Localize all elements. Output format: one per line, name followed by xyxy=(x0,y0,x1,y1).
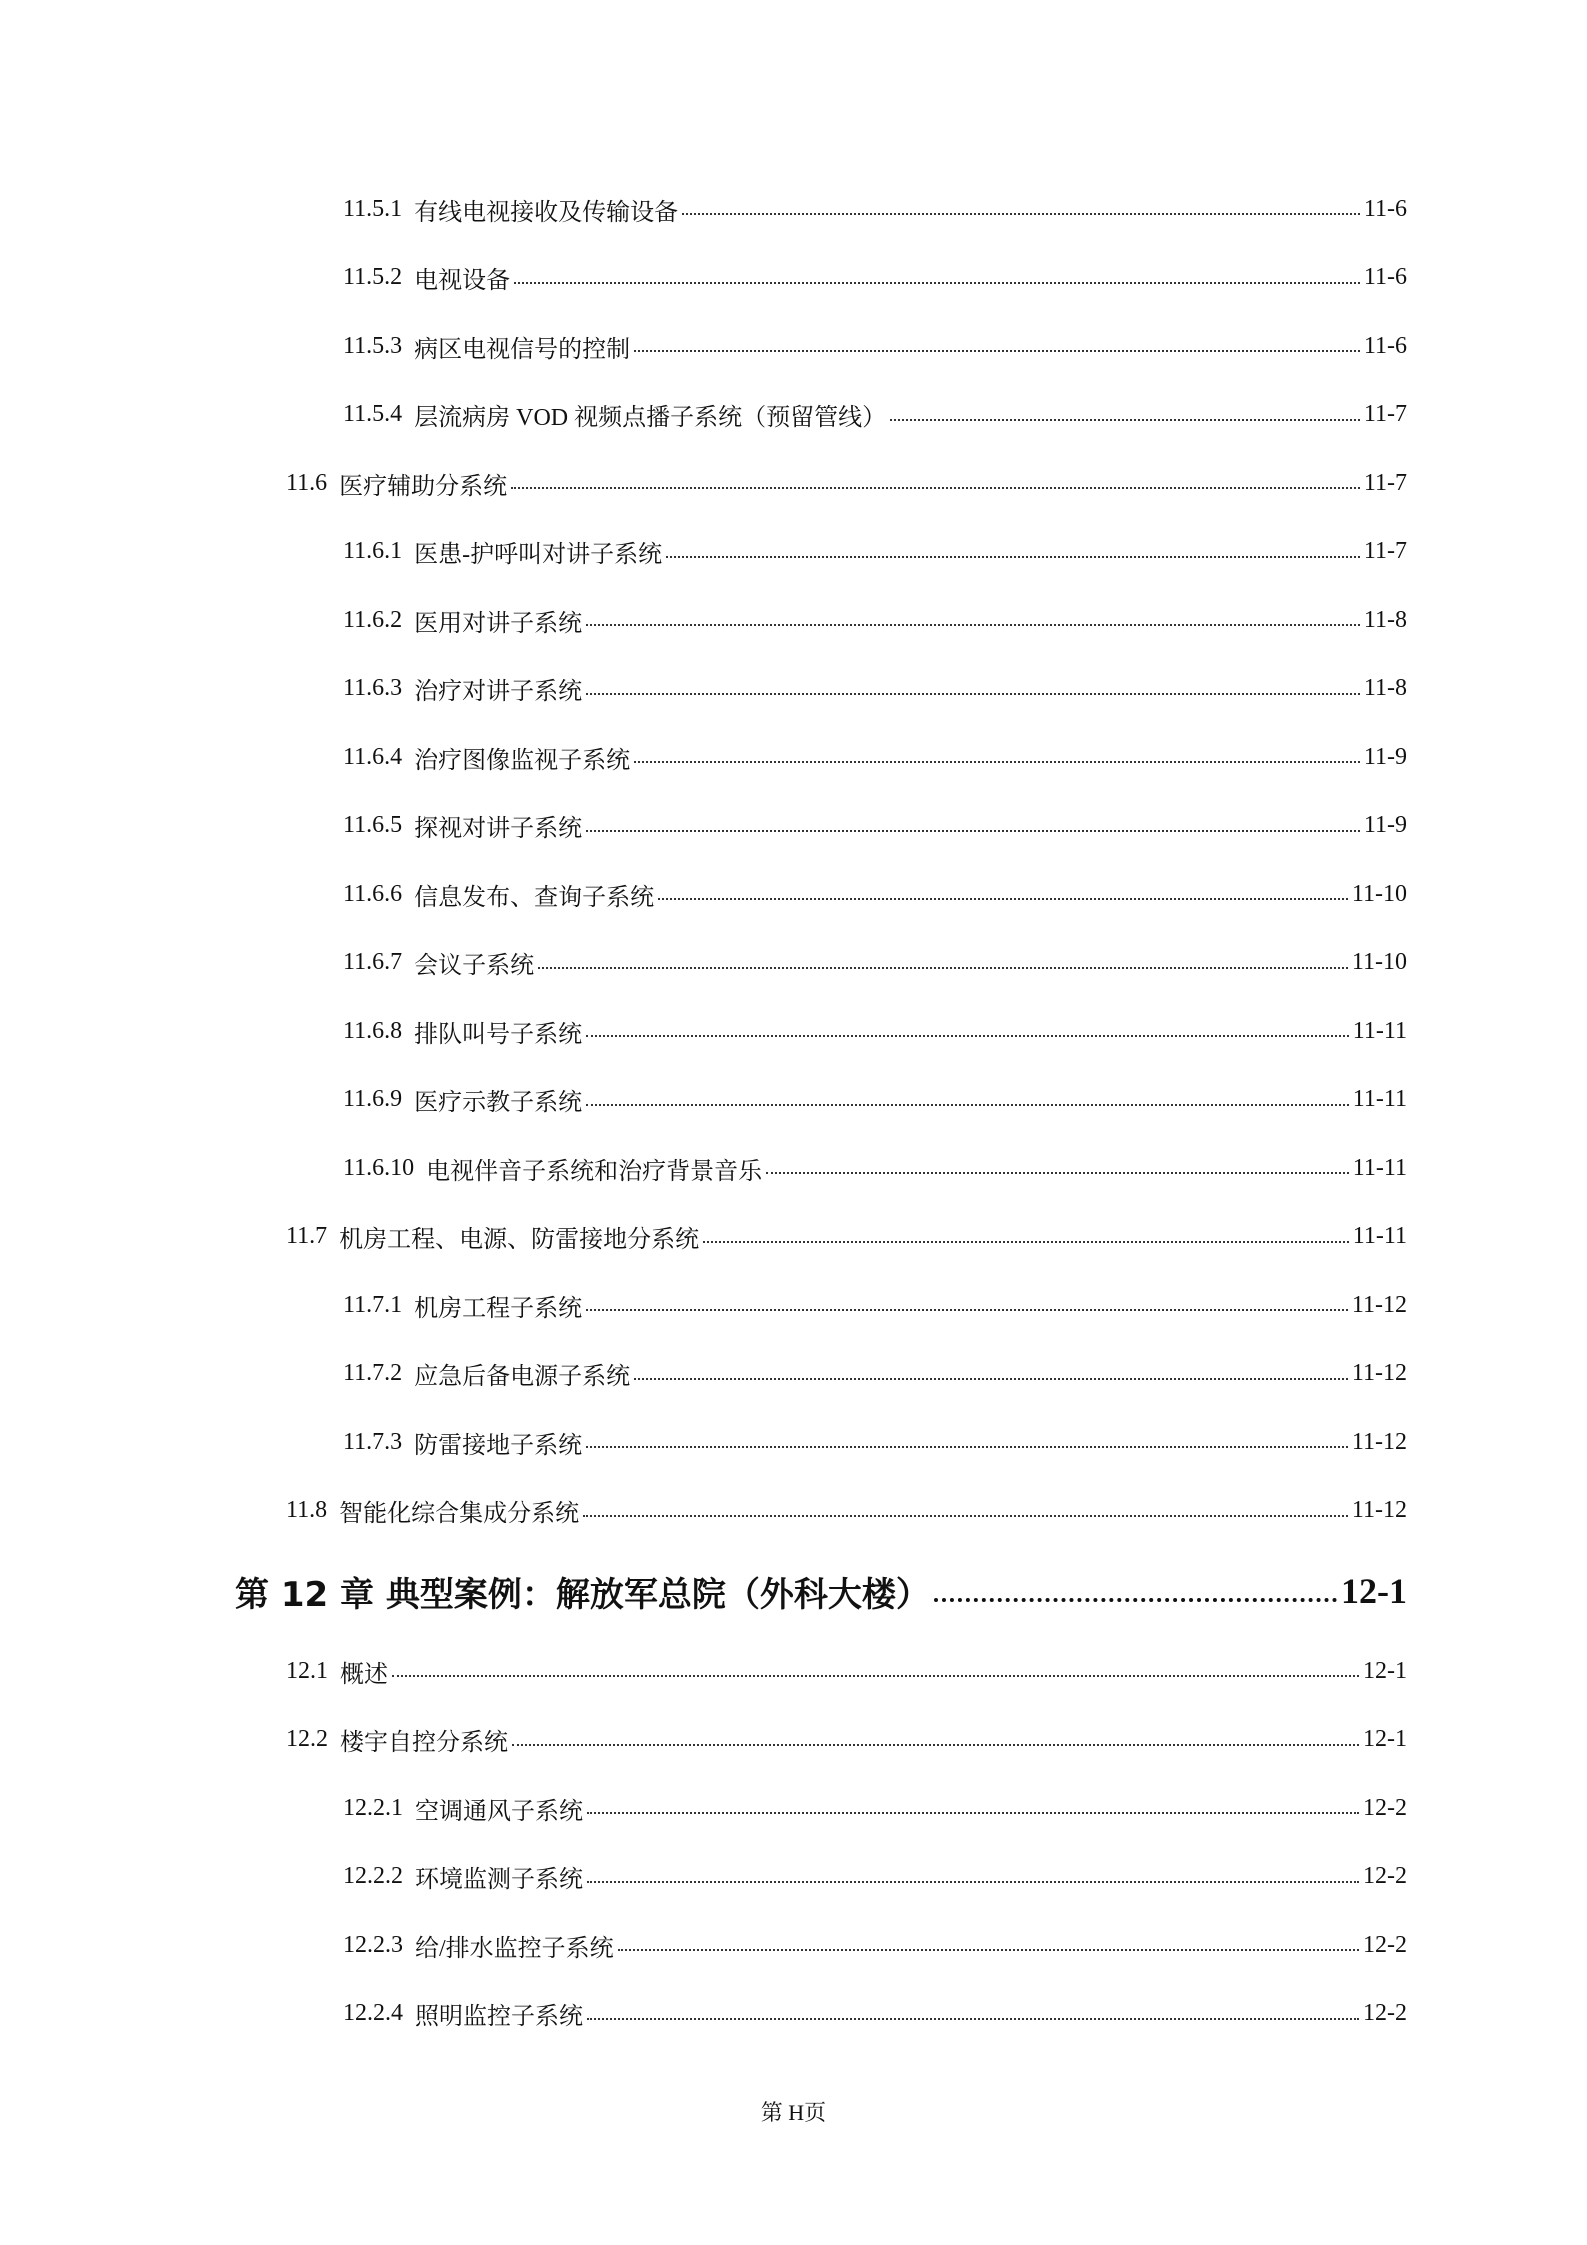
toc-entry-number: 11.5.2 xyxy=(343,264,403,291)
toc-entry-number: 11.7.1 xyxy=(343,1291,403,1318)
toc-entry[interactable] xyxy=(0,1271,1407,1340)
toc-entry[interactable] xyxy=(0,723,1407,792)
toc-entry-number: 12.2.4 xyxy=(343,2000,403,2027)
toc-chapter-entry[interactable] xyxy=(0,1545,1407,1637)
toc-entry-title: 智能化综合集成分系统 xyxy=(339,1501,580,1528)
dot-leader xyxy=(538,967,1348,969)
toc-entry-page: 12-2 xyxy=(1363,1863,1407,1890)
toc-entry-number: 11.6 xyxy=(286,469,328,496)
toc-entry-page: 11-8 xyxy=(1363,675,1407,702)
toc-entry-page: 11-11 xyxy=(1352,1086,1407,1113)
toc-entry[interactable] xyxy=(0,449,1407,518)
toc-entry[interactable] xyxy=(0,1477,1407,1546)
toc-entry-number: 12.2.2 xyxy=(343,1863,403,1890)
toc-entry-number: 12.2.3 xyxy=(343,1931,403,1958)
toc-entry-title: 概述 xyxy=(340,1661,388,1688)
dot-leader xyxy=(587,2018,1359,2020)
toc-entry-title: 照明监控子系统 xyxy=(415,2004,583,2031)
toc-entry-title: 给/排水监控子系统 xyxy=(415,1935,614,1962)
dot-leader xyxy=(634,350,1360,352)
toc-entry-title: 病区电视信号的控制 xyxy=(414,336,631,363)
dot-leader xyxy=(583,1515,1348,1517)
toc-entry-page: 11-12 xyxy=(1351,1360,1407,1387)
toc-entry-title: 排队叫号子系统 xyxy=(414,1021,583,1048)
toc-entry-page: 11-8 xyxy=(1363,606,1407,633)
toc-entry-title: 医患-护呼叫对讲子系统 xyxy=(414,542,663,569)
toc-entry[interactable] xyxy=(0,312,1407,381)
toc-entry-number: 11.6.8 xyxy=(343,1017,403,1044)
toc-entry-page: 11-12 xyxy=(1351,1497,1407,1524)
toc-entry-page: 12-2 xyxy=(1363,1931,1407,1958)
toc-entry-title: 信息发布、查询子系统 xyxy=(414,884,655,911)
toc-entry[interactable] xyxy=(0,1066,1407,1135)
toc-entry-title: 层流病房 VOD 视频点播子系统（预留管线） xyxy=(414,405,887,432)
toc-entry-number: 11.5.4 xyxy=(343,401,403,428)
toc-entry-number: 11.8 xyxy=(286,1497,328,1524)
toc-entry[interactable] xyxy=(0,929,1407,998)
toc-entry[interactable] xyxy=(0,586,1407,655)
toc-entry-title: 机房工程子系统 xyxy=(414,1295,583,1322)
toc-entry-page: 11-11 xyxy=(1352,1154,1407,1181)
toc-entry-number: 11.6.10 xyxy=(343,1154,415,1181)
dot-leader xyxy=(512,1744,1359,1746)
toc-entry[interactable] xyxy=(0,1637,1407,1706)
dot-leader xyxy=(618,1949,1359,1951)
toc-entry[interactable] xyxy=(0,1843,1407,1912)
dot-leader xyxy=(514,282,1360,284)
dot-leader xyxy=(392,1675,1359,1677)
toc-entry-number: 11.5.3 xyxy=(343,332,403,359)
toc-entry[interactable] xyxy=(0,244,1407,313)
toc-entry-title: 治疗图像监视子系统 xyxy=(414,747,631,774)
toc-entry[interactable] xyxy=(0,1134,1407,1203)
toc-entry[interactable] xyxy=(0,792,1407,861)
toc-entry-title: 防雷接地子系统 xyxy=(414,1432,583,1459)
toc-entry-number: 11.7 xyxy=(286,1223,328,1250)
toc-entry-title: 会议子系统 xyxy=(414,953,535,980)
dot-leader xyxy=(586,1104,1349,1106)
toc-entry[interactable] xyxy=(0,1706,1407,1775)
toc-entry[interactable] xyxy=(0,175,1407,244)
toc-entry-title: 应急后备电源子系统 xyxy=(414,1364,631,1391)
dot-leader xyxy=(586,1309,1348,1311)
toc-entry-page: 12-2 xyxy=(1363,1794,1407,1821)
toc-entry-number: 11.6.3 xyxy=(343,675,403,702)
toc-entry-number: 11.6.4 xyxy=(343,743,403,770)
toc-entry-title: 医疗辅助分系统 xyxy=(339,473,508,500)
toc-entry-number: 12.2.1 xyxy=(343,1794,403,1821)
toc-entry-page: 11-6 xyxy=(1363,332,1407,359)
dot-leader xyxy=(586,693,1360,695)
toc-entry-title: 医疗示教子系统 xyxy=(414,1090,583,1117)
toc-entry-number: 11.6.9 xyxy=(343,1086,403,1113)
toc-entry-page: 11-11 xyxy=(1352,1223,1407,1250)
dot-leader xyxy=(703,1241,1349,1243)
toc-entry-page: 11-7 xyxy=(1363,538,1407,565)
toc-entry-number: 11.7.2 xyxy=(343,1360,403,1387)
toc-entry-page: 12-1 xyxy=(1363,1726,1407,1753)
toc-entry[interactable] xyxy=(0,381,1407,450)
toc-entry-title: 空调通风子系统 xyxy=(415,1798,583,1825)
table-of-contents xyxy=(0,175,1587,2048)
toc-entry-number: 11.6.1 xyxy=(343,538,403,565)
toc-entry[interactable] xyxy=(0,1203,1407,1272)
toc-entry-number: 11.6.7 xyxy=(343,949,403,976)
toc-entry-page: 11-9 xyxy=(1363,812,1407,839)
dot-leader xyxy=(586,1446,1348,1448)
toc-entry-title: 第 12 章 典型案例：解放军总院（外科大楼） xyxy=(235,1574,930,1615)
toc-entry-number: 12.2 xyxy=(286,1726,328,1753)
toc-entry[interactable] xyxy=(0,518,1407,587)
toc-entry-number: 11.6.2 xyxy=(343,606,403,633)
toc-entry-page: 11-10 xyxy=(1351,949,1407,976)
toc-entry-page: 11-11 xyxy=(1352,1017,1407,1044)
toc-entry-title: 探视对讲子系统 xyxy=(414,816,583,843)
toc-entry[interactable] xyxy=(0,1408,1407,1477)
toc-entry-page: 12-1 xyxy=(1363,1657,1407,1684)
toc-entry-number: 11.7.3 xyxy=(343,1428,403,1455)
toc-entry-title: 医用对讲子系统 xyxy=(414,610,583,637)
toc-entry[interactable] xyxy=(0,860,1407,929)
dot-leader xyxy=(587,1812,1359,1814)
dot-leader xyxy=(511,487,1360,489)
toc-entry-page: 11-12 xyxy=(1351,1428,1407,1455)
dot-leader xyxy=(766,1172,1349,1174)
toc-entry[interactable] xyxy=(0,1980,1407,2049)
toc-entry[interactable] xyxy=(0,1774,1407,1843)
dot-leader xyxy=(586,1035,1349,1037)
toc-entry-page: 11-7 xyxy=(1363,469,1407,496)
toc-entry-page: 11-6 xyxy=(1363,195,1407,222)
dot-leader xyxy=(634,1378,1348,1380)
toc-entry-page: 11-12 xyxy=(1351,1291,1407,1318)
dot-leader xyxy=(587,1881,1359,1883)
toc-entry-title: 有线电视接收及传输设备 xyxy=(414,199,679,226)
dot-leader xyxy=(658,898,1348,900)
toc-entry-number: 11.6.6 xyxy=(343,880,403,907)
dot-leader xyxy=(890,419,1360,421)
toc-entry-title: 楼宇自控分系统 xyxy=(340,1730,508,1757)
page-footer: 第 H页 xyxy=(760,2100,827,2125)
toc-entry-page: 12-1 xyxy=(1341,1571,1407,1611)
dot-leader xyxy=(934,1598,1337,1602)
toc-entry-title: 环境监测子系统 xyxy=(415,1867,583,1894)
toc-entry-number: 11.5.1 xyxy=(343,195,403,222)
toc-entry-title: 电视设备 xyxy=(414,268,511,295)
toc-entry-page: 11-10 xyxy=(1351,880,1407,907)
toc-entry-title: 电视伴音子系统和治疗背景音乐 xyxy=(426,1158,763,1185)
toc-entry-title: 机房工程、电源、防雷接地分系统 xyxy=(339,1227,700,1254)
toc-entry-page: 11-9 xyxy=(1363,743,1407,770)
dot-leader xyxy=(586,624,1360,626)
toc-entry[interactable] xyxy=(0,1340,1407,1409)
toc-entry-title: 治疗对讲子系统 xyxy=(414,679,583,706)
toc-entry-page: 11-6 xyxy=(1363,264,1407,291)
dot-leader xyxy=(634,761,1360,763)
dot-leader xyxy=(682,213,1360,215)
toc-entry[interactable] xyxy=(0,1911,1407,1980)
toc-entry[interactable] xyxy=(0,655,1407,724)
toc-entry-number: 11.6.5 xyxy=(343,812,403,839)
toc-entry-number: 12.1 xyxy=(286,1657,328,1684)
toc-entry[interactable] xyxy=(0,997,1407,1066)
dot-leader xyxy=(666,556,1360,558)
toc-entry-page: 12-2 xyxy=(1363,2000,1407,2027)
dot-leader xyxy=(586,830,1360,832)
toc-entry-page: 11-7 xyxy=(1363,401,1407,428)
